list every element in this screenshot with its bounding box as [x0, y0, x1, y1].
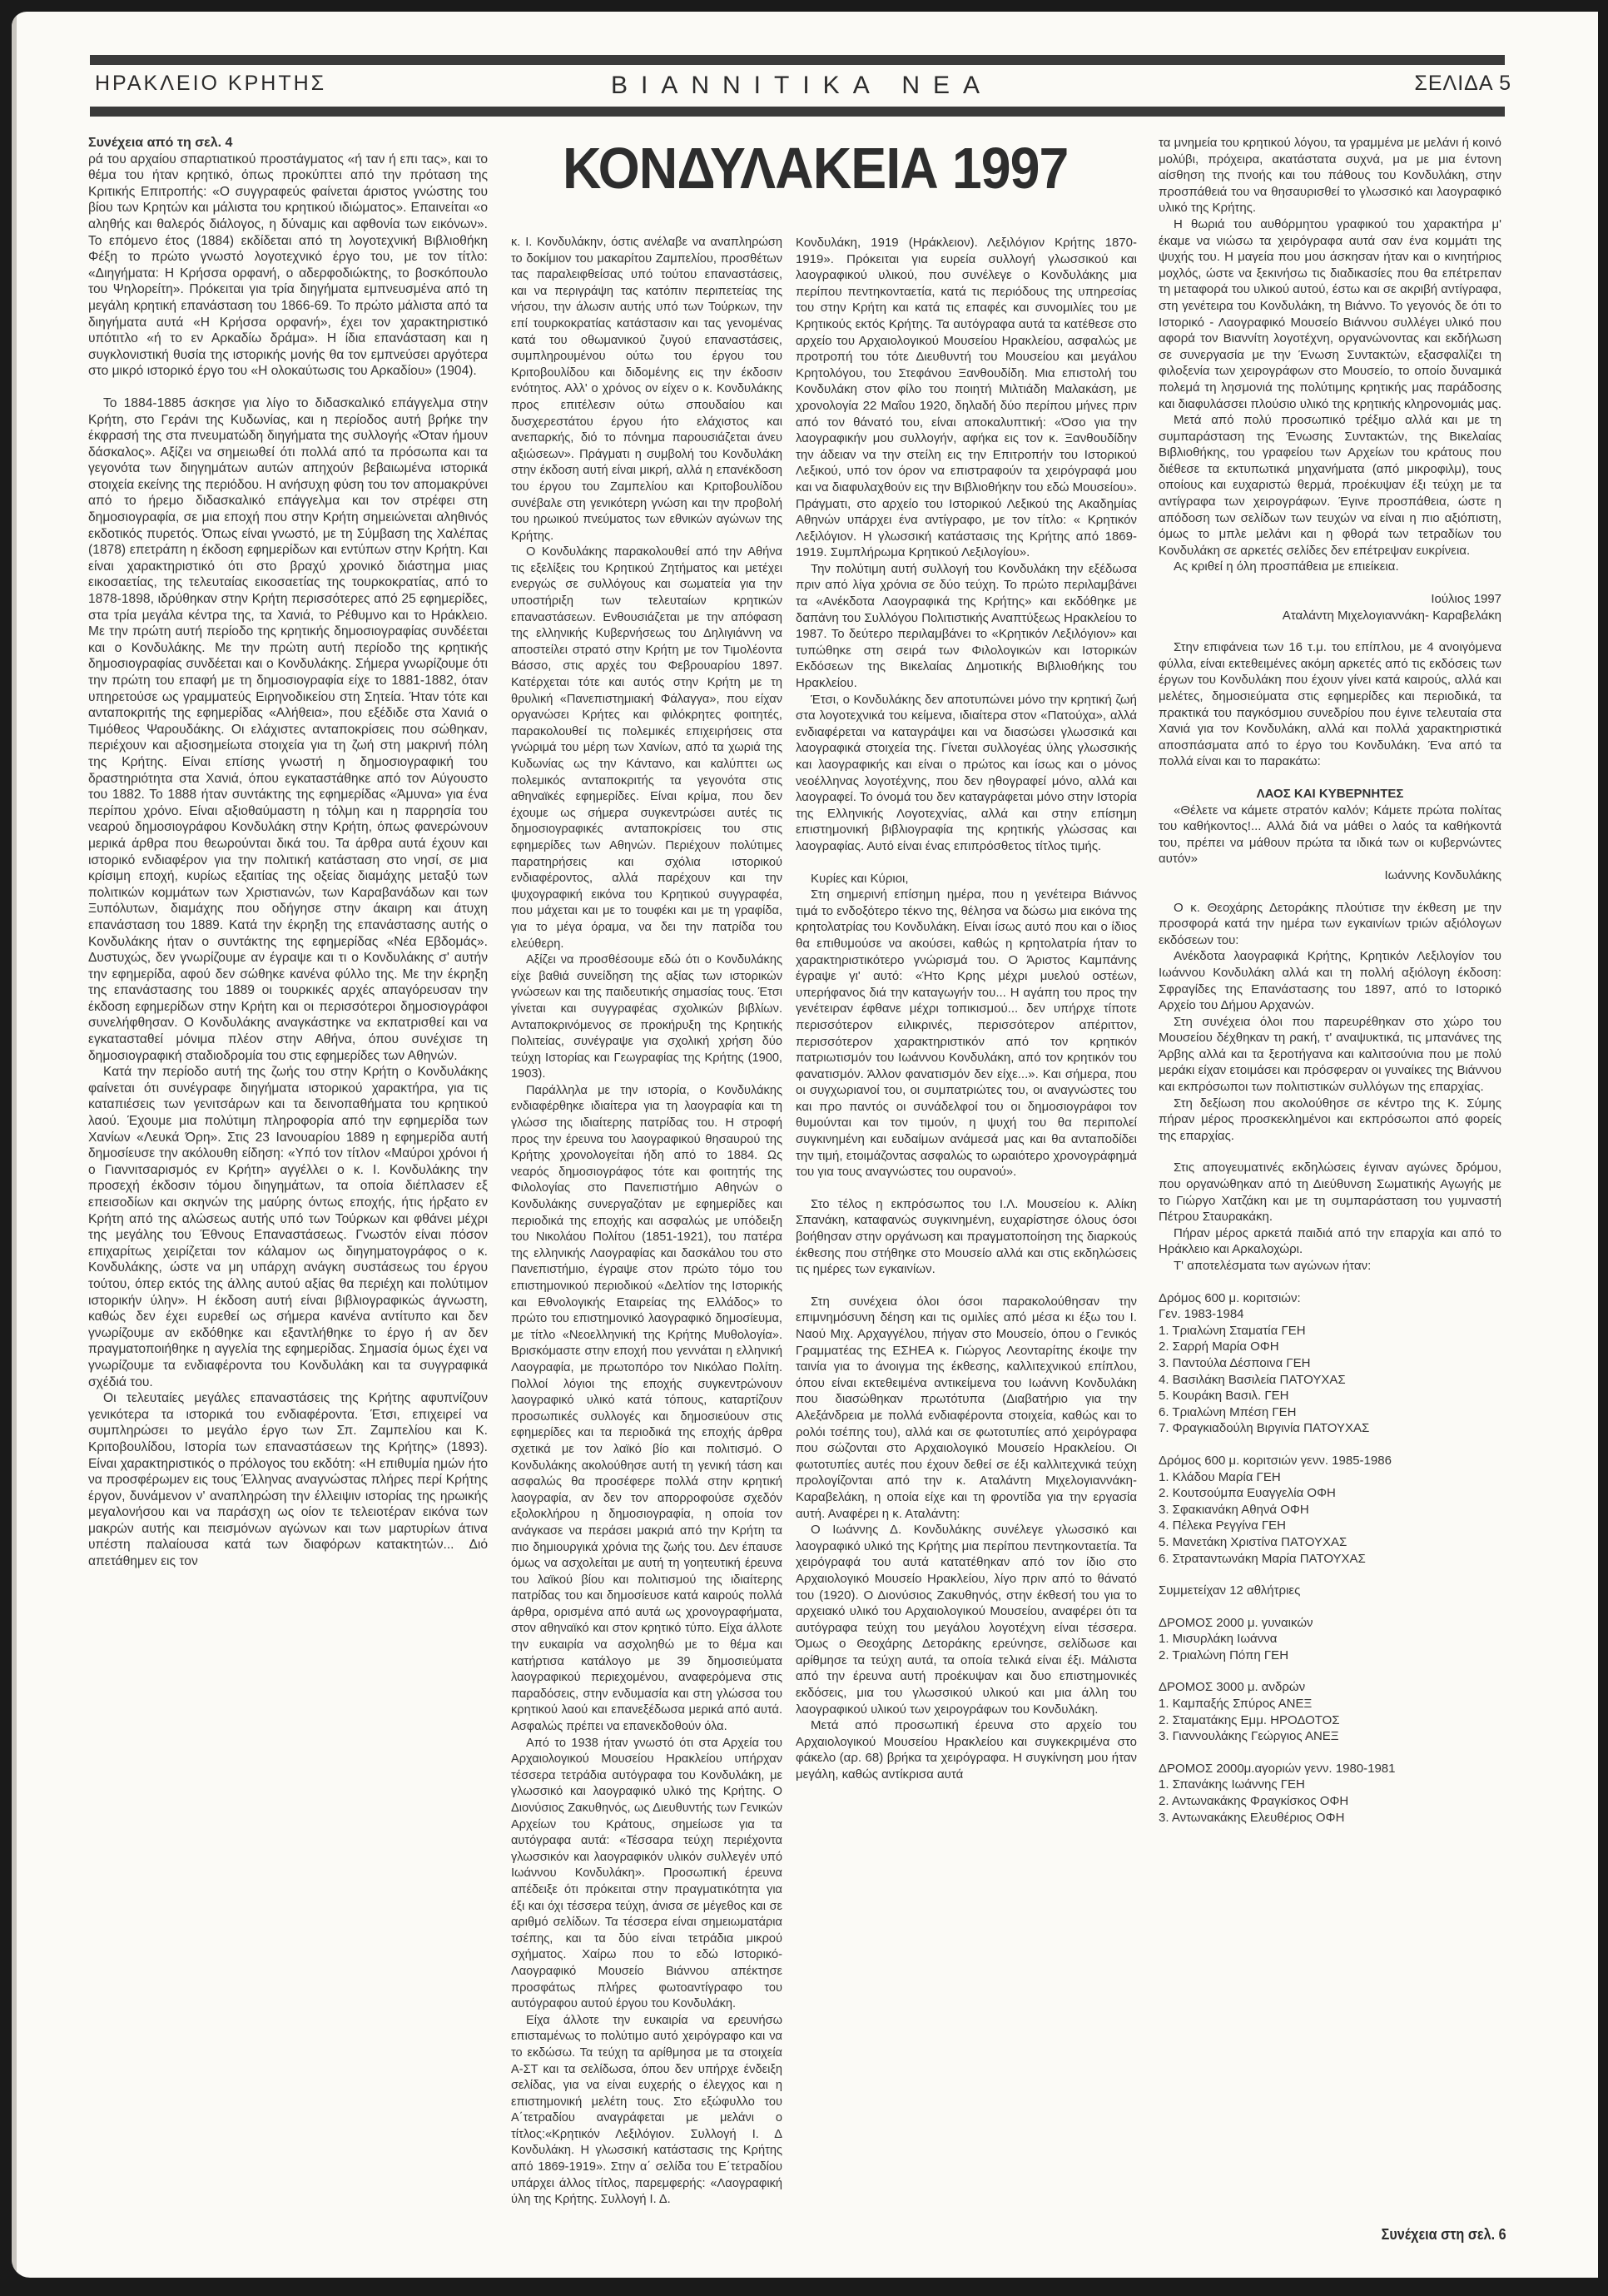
column-3 [796, 235, 1137, 1783]
result-entry: 1. Καμπαξής Σπύρος ΑΝΕΞ [1159, 1697, 1313, 1712]
result-group [1159, 1583, 1501, 1615]
result-entry: 2. Αντωνακάκης Φραγκίσκος ΟΦΗ [1159, 1794, 1349, 1809]
result-entry: 4. Πέλεκα Ρεγγίνα ΓΕΗ [1159, 1518, 1287, 1533]
result-group-heading: ΔΡΟΜΟΣ 3000 μ. ανδρών [1159, 1680, 1306, 1695]
result-entry: 4. Βασιλάκη Βασιλεία ΠΑΤΟΥΧΑΣ [1159, 1372, 1346, 1387]
paragraph: Την πολύτιμη αυτή συλλογή του Κονδυλάκη την εξέδωσα πριν από λίγα χρόνια σε δύο τεύχη. Το πρώτο περιλαμβάνει τα «Ανέκδοτα Λαογραφικά της Κρήτης» και εκδόθηκε με δαπάνη του Συλλόγου Πολιτιστικής Αναπτύξεως Ηρακλείου το 1987. Το δεύτερο περιλαμβάνει το «Κρητικόν Λεξιλόγιον» και τυπώθηκε στη σειρά των Φιλολογικών και Ιστορικών Εκδόσεων της Βικελαίας Δημοτικής Βιβλιοθήκης του Ηρακλείου. [796, 561, 1137, 691]
column-4 [1159, 135, 1501, 1826]
result-entry: 1. Σπανάκης Ιωάννης ΓΕΗ [1159, 1777, 1305, 1792]
result-group [1159, 1761, 1501, 1826]
paragraph: Ο Κονδυλάκης παρακολουθεί από την Αθήνα τις εξελίξεις του Κρητικού Ζητήματος και μετέχει ενεργώς σε συλλόγους και σωματεία για την υποστήριξη των τελευταίων κρητικών επαναστάσεων. Ενθουσιάζεται με την απόφαση της ελληνικής Κυβερνήσεως του Δηλιγιάννη να αποστείλει στρατό στην Κρήτη με τον Τιμολέοντα Βάσσο, στις αρχές του Φεβρουαρίου 1897. Κατέρχεται τότε και αυτός στην Κρήτη με τη θρυλική «Πανεπιστημιακή Φάλαγγα», που είχαν οργανώσει Κρήτες και φιλόκρητες φοιτητές, παρακολουθεί τις πολεμικές επιχειρήσεις στα γνώριμά του μέρη των Χανίων, από τα χωριά της Κυδωνίας ως την Κάντανο, και καλύπτει ως πολεμικός ανταποκριτής τα γεγονότα στις αθηναϊκές εφημερίδες. Είναι κρίμα, που δεν έχουμε ως σήμερα συγκεντρώσει αυτές τις δημοσιογραφικές ανταποκρίσεις του στις εφημερίδες των Αθηνών. Περιέχουν πολύτιμες παρατηρήσεις και σχόλια ιστορικού ενδιαφέροντος, αλλά παρέχουν και την ψυχογραφική εικόνα του Κρητικού συγγραφέα, που μάχεται και με το τουφέκι και με τη γραφίδα, για το μέγα όραμα, να δει την πατρίδα του ελεύθερη. [511, 545, 782, 951]
result-group-heading: Γεν. 1983-1984 [1159, 1307, 1244, 1322]
continued-to-label: Συνέχεια στη σελ. 6 [1382, 2226, 1506, 2243]
paragraph: Ας κριθεί η όλη προσπάθεια με επιείκεια. [1174, 559, 1399, 574]
result-group-heading: ΔΡΟΜΟΣ 2000 μ. γυναικών [1159, 1615, 1313, 1630]
result-group-heading: ΔΡΟΜΟΣ 2000μ.αγοριών γενν. 1980-1981 [1159, 1761, 1396, 1776]
result-group [1159, 1679, 1501, 1760]
masthead-bottom-rule [90, 107, 1505, 117]
quote-author: Ιωάννης Κονδυλάκης [1384, 867, 1501, 882]
paragraph: Κονδυλάκη, 1919 (Ηράκλειον). Λεξιλόγιον Κρήτης 1870-1919». Πρόκειται για ευρεία συλλογή γλωσσικού και λαογραφικού υλικού, που συνέλεγε ο Κονδυλάκης μια περίπου πεντηκονταετία, κατά τις περιόδους της υπηρεσίας του στην Κρήτη και κατά τις επαφές και συνομιλίες του με Κρητικούς εκτός Κρήτης. Τα αυτόγραφα αυτά τα κατέθεσε στο αρχείο του Αρχαιολογικού Μουσείου Ηρακλείου, ασφαλώς με προτροπή του τότε Διευθυντή του Μουσείου και μεγάλου Κρητολόγου, του Στεφάνου Ξανθουδίδη. Μια επιστολή του Κονδυλάκη στον φίλο του ποιητή Μιλτιάδη Μαλακάση, με χρονολογία 22 Μαΐου 1920, δηλαδή δύο περίπου μήνες πριν από τον θάνατό του, είναι αποκαλυπτική: «Όσο για την λαογραφικήν μου συλλογήν, αφήκα εις τον κ. Ξανθουδίδην την άδειαν να την στείλη εις την Επιτροπήν του Ιστορικού Λεξικού, υπό τον όρον να επιστραφούν τα χειρόγραφά μου και να διαφυλαχθούν εις την Βιβλιοθήκην του εδώ Μουσείου». Πράγματι, στο αρχείο του Ιστορικού Λεξικού της Ακαδημίας Αθηνών υπάρχει ένα αντίγραφο, με τον τίτλο: « Κρητικόν Λεξιλόγιον. Η γλωσσική κατάστασις της Κρήτης από 1869-1919. Συμπλήρωμα Κρητικού Λεξιλογίου». [796, 236, 1137, 560]
masthead-top-rule [90, 55, 1505, 65]
result-entry: 7. Φραγκιαδούλη Βιργινία ΠΑΤΟΥΧΑΣ [1159, 1421, 1370, 1436]
paragraph: τα μνημεία του κρητικού λόγου, τα γραμμένα με μελάνι ή κοινό μολύβι, πρόχειρα, ακατάστατα συχνά, μα με μια έντονη αίσθηση της πνοής και του πάθους του Κονδυλάκη, στην προσπάθειά του να θησαυρισθεί το γλωσσικό και λαογραφικό υλικό της Κρήτης. [1159, 136, 1501, 216]
paragraph: Έτσι, ο Κονδυλάκης δεν αποτυπώνει μόνο την κρητική ζωή στα λογοτεχνικά του κείμενα, ιδιαίτερα στον «Πατούχα», αλλά ενδιαφέρεται να καταγράψει και να διασώσει γλωσσικά και λαογραφικά στοιχεία της. Γίνεται συλλογέας ύλης γλωσσικής και λαογραφικής και είναι ο πρώτος και ίσως και ο μόνος νεοέλληνας λογοτέχνης, που δεν ηθογραφεί μόνο, αλλά και λαογραφεί. Το όνομά του δεν καταγράφεται μόνο στην Ιστορία της Ελληνικής Λογοτεχνίας, αλλά και στην επίσημη επιστημονική βιβλιογραφία της κρητικής γλώσσας και λαογραφίας. Αυτό είναι ένας επιπρόσθετος τίτλος τιμής. [796, 692, 1137, 853]
column-1 [88, 135, 488, 1570]
result-group-heading: Δρόμος 600 μ. κοριτσιών γενν. 1985-1986 [1159, 1453, 1392, 1468]
paragraph: Είχα άλλοτε την ευκαιρία να ερευνήσω επισταμένως το πολύτιμο αυτό χειρόγραφο και να το εκδώσω. Τα τεύχη τα αρίθμησα με τα στοιχεία Α-ΣΤ και τα σελίδωσα, όπου δεν υπήρχε ένδειξη σελίδας, για να είναι ευχερής ο έλεγχος και η επιστημονική μελέτη τους. Στο εξώφυλλο του Α΄τετραδίου αναγράφεται με μελάνι ο τίτλος:«Κρητικόν Λεξιλόγιον. Συλλογή Ι. Δ Κονδυλάκη. Η γλωσσική κατάστασις της Κρήτης από 1869-1919». Στην α΄ σελίδα του Ε΄τετραδίου υπάρχει άλλος τίτλος, παρεμφερής: «Λαογραφική ύλη της Κρήτης. Συλλογή Ι. Δ. [511, 2013, 782, 2207]
result-entry: 6. Τριαλώνη Μπέση ΓΕΗ [1159, 1404, 1297, 1419]
signature-name: Αταλάντη Μιχελογιαννάκη- Καραβελάκη [1282, 608, 1501, 623]
paragraph: Οι τελευταίες μεγάλες επαναστάσεις της Κρήτης αφυπνίζουν γενικότερα τα ιστορικά του ενδιαφέροντα. Έτσι, επιχειρεί να συμπληρώσει το μεγάλο έργο των Σπ. Ζαμπελίου και Κ. Κριτοβουλίδου, Ιστορία των επαναστάσεων της Κρήτης» (1893). Είναι χαρακτηριστικός ο πρόλογος του εκδότη: «Η επιθυμία ημών ήτο να προσφέρωμεν εις τους Έλληνας αναγνώστας πλήρες περί Κρήτης έργον, δυνάμενον ν' αναπληρώση την έλλειψιν ιστορίας της ηρωικής μεγαλονήσου και να παράσχη ως οίον τε τελειοτέραν εικόνα των μακρών αυτής και πεισμόνων αγώνων και των μαρτυρίων άτινα υπέστη παλαίουσα κατά των διαφόρων κατακτητών... Διό απετάθημεν εις τον [88, 1391, 488, 1569]
paragraph: Στο τέλος η εκπρόσωπος του Ι.Λ. Μουσείου κ. Αλίκη Σπανάκη, καταφανώς συγκινημένη, ευχαρίστησε όλους όσοι βοήθησαν στην οργάνωση και πραγματοποίηση της διαρκούς έκθεσης που στήθηκε στο Μουσείο αλλά και στις εκδηλώσεις τις ημέρες των εγκαινίων. [796, 1196, 1137, 1277]
paragraph: Τ' αποτελέσματα των αγώνων ήταν: [1174, 1259, 1372, 1273]
paragraph: Στη συνέχεια όλοι που παρευρέθηκαν στο χώρο του Μουσείου δέχθηκαν τη ρακή, τ' αναψυκτικά, τις μπανάνες της Άρβης αλλά και τα ξεροτήγανα και καλιτσούνια που με πολύ μεράκι είχαν ετοιμάσει και πρόσφεραν οι γυναίκες της Βιάννου και εκπρόσωποι των πολιτιστικών συλλόγων της επαρχίας. [1159, 1014, 1501, 1095]
result-entry: 1. Τριαλώνη Σταματία ΓΕΗ [1159, 1323, 1306, 1338]
paragraph: Η θωριά του αυθόρμητου γραφικού του χαρακτήρα μ' έκαμε να νιώσω τα χειρόγραφα αυτά σαν ένα κομμάτι της ψυχής του. Η μαγεία που μου άσκησαν ήταν και ο κινητήριος μοχλός, ώστε να ξεκινήσω τις διαδικασίες που θα επέτρεπαν τη μεταφορά του υλικού αυτού, έστω και σε ακριβή αντίγραφα, στη γενέτειρα του Κονδυλάκη, τη Βιάννο. Το γεγονός δε ότι το Ιστορικό - Λαογραφικό Μουσείο Βιάννου συλλέγει υλικό που αφορά τον Βιαννίτη λογοτέχνη, οργανώνοντας και εκδήλωση σε συνεργασία με την Ένωση Συντακτών, εξασφαλίζει τη φιλοξενία των χειρογράφων στο Μουσείο, το οποίο δυναμικά πολεμά τη λησμονιά της πολύτιμης κρητικής μας παράδοσης και διαφυλάσσει πλούσιο υλικό της κρητικής κληρονομιάς μας. [1159, 216, 1501, 411]
paragraph: Ο κ. Θεοχάρης Δετοράκης πλούτισε την έκθεση με την προσφορά κατά την ημέρα των εγκαινίων τριών αξιόλογων εκδόσεων του: [1159, 900, 1501, 947]
result-entry: 1. Μισυρλάκη Ιωάννα [1159, 1632, 1278, 1647]
result-entry: 3. Παντούλα Δέσποινα ΓΕΗ [1159, 1355, 1311, 1370]
paragraph: Στη συνέχεια όλοι όσοι παρακολούθησαν την επιμνημόσυνη δέηση και τις ομιλίες από μέσα κι έξω του Ι. Ναού Μιχ. Αρχαγγέλου, πήγαν στο Μουσείο, όπου ο Γενικός Γραμματέας της ΕΣΗΕΑ κ. Γιώργος Λεονταρίτης έκοψε την ταινία για το άνοιγμα της έκθεσης, καλλιτεχνικού επίπλου, όπου είναι εκτεθειμένα αντικείμενα του Ιωάννη Κονδυλάκη που διασώθηκαν πρωτότυπα (Διαβατήριο για την Αλεξάνδρεια με πολλά ενδιαφέροντα στοιχεία, καθώς και το ρολόι τσέπης του), αλλά και σε φωτοτυπίες από χειρόγραφα που σώζονται στο Αρχαιολογικό Μουσείο Ηρακλείου. Οι φωτοτυπίες αυτές που έχουν δεθεί σε έξι καλλιτεχνικά τεύχη προλογίζονται από την κ. Αταλάντη Μιχελογιαννάκη- Καραβελάκη, η οποία είχε και τη φροντίδα για την εργασία αυτή. Αναφέρει η κ. Αταλάντη: [796, 1294, 1137, 1521]
result-entry: 3. Γιαννουλάκης Γεώργιος ΑΝΕΞ [1159, 1729, 1339, 1744]
masthead-paper-name: ΒΙΑΝΝΙΤΙΚΑ ΝΕΑ [611, 72, 994, 99]
salutation: Κυρίες και Κύριοι, [811, 871, 909, 886]
result-group-heading: Δρόμος 600 μ. κοριτσιών: [1159, 1290, 1301, 1305]
paragraph: Κατά την περίοδο αυτή της ζωής του στην Κρήτη ο Κονδυλάκης φαίνεται ότι συνέγραφε διηγήματα ιστορικού χαρακτήρα, για τις καταπιέσεις των γενιτσάρων και τα δεινοπαθήματα του κρητικού λαού. Έχουμε μια πολύτιμη πληροφορία από την εφημερίδα των Χανίων «Λευκά Όρη». Στις 23 Ιανουαρίου 1889 η εφημερίδα αυτή δημοσίευσε την ακόλουθη είδηση: «Υπό τον τίτλον «Μαύροι χρόνοι ή ο Γιαννιτσαρισμός εν Κρήτη» αγγέλλει ο κ. Ι. Κονδυλάκης την προσεχή έκδοσιν τόμου διηγημάτων, τα οποία διέπλασεν εξ επεισοδίων και σκηνών της μαύρης όντως εποχής, ήτις ήρξατο εν Κρήτη από της αλώσεως αυτής υπό των Τούρκων και φθάνει μέχρι της μεγάλης του Έθνους Επαναστάσεως. Γνωστόν είναι πόσον επιχαρίτως χειρίζεται τον κάλαμον ως διηγηματογράφος ο κ. Κονδυλάκης, ώστε να μη υπάρχη ανάγκη συστάσεως του έργου τούτου, όπερ εκτός της άλλης αυτού αξίας θα περιέχη και πολύτιμον ιστορικήν ύλην». Η έκδοση αυτή είναι βιβλιογραφικώς άγνωστη, καθώς δεν έχει ευρεθεί ως σήμερα κανένα αντίτυπο και δεν γνωρίζουμε αν εκδόθηκε και εξαντλήθηκε το έργο ή αν δεν πραγματοποιήθηκε η αγγελία της εφημερίδας. Σημασία όμως έχει να γνωρίζουμε τα ενδιαφέροντα του Κονδυλάκη και τα συγγραφικά σχέδιά του. [88, 1065, 488, 1389]
column-2 [511, 235, 782, 2209]
paragraph: Το 1884-1885 άσκησε για λίγο το διδασκαλικό επάγγελμα στην Κρήτη, στο Γεράνι της Κυδωνίας, και η περίοδος αυτή βρήκε την έκφρασή της στα πνευματώδη διηγήματα της συλλογής «Όταν ήμουν δάσκαλος». Αξίζει να σημειωθεί ότι πολλά από τα πρόσωπα και τα γεγονότα των διηγημάτων αυτών απηχούν βεβαιωμένα ιστορικά στοιχεία εκείνης της περιόδου. Η ανήσυχη φύση του τον απομακρύνει από το ήρεμο διδασκαλικό επάγγελμα και τον στρέφει στη δημοσιογραφία, σε μια εποχή που στην Κρήτη σημειώνεται αληθινός εκδοτικός πυρετός. Όπως είναι γνωστό, με τη Σύμβαση της Χαλέπας (1878) επετράπη η έκδοση εφημερίδων και εντύπων στην Κρήτη. Και είναι χαρακτηριστικό ότι στο βραχύ χρονικό διάστημα μιας εικοσαετίας, της τελευταίας εικοσαετίας της τουρκοκρατίας, από το 1878-1898, ιδρύθηκαν στην Κρήτη περισσότερες από 25 εφημερίδες, στα τρία μεγάλα κέντρα της, τα Χανιά, το Ρέθυμνο και το Ηράκλειο. Με την πρώτη αυτή περίοδο της κρητικής δημοσιογραφίας συνδέεται και ο Κονδυλάκης. Με την πρώτη αυτή περίοδο της κρητικής δημοσιογραφίας συνδέεται και ο Κονδυλάκης. Σήμερα γνωρίζουμε ότι την πρώτη του επαφή με τη δημοσιογραφία είχε το 1881-1882, όταν υπηρετούσε ως γραμματεύς Ειρηνοδικείου στη Σητεία. Ήταν τότε και ανταποκριτής της εφημερίδας «Αλήθεια», που εξέδιδε στα Χανιά ο Τιμόθεος Ψαρουδάκης. Οι ελάχιστες ανταποκρίσεις που σώθηκαν, περιέχουν και αξιοσημείωτα στοιχεία για τη ζωή στη μακρινή πόλη της Κρήτης. Είναι επίσης γνωστή η δημοσιογραφική του δραστηριότητα στα Χανιά, όπου εγκαταστάθηκε από τον Αύγουστο του 1882. Το 1888 ήταν συντάκτης της εφημερίδας «Άμυνα» για ένα περίπου χρόνο. Είναι αξιοθαύμαστη η τόλμη και η παρρησία του νεαρού δημοσιογράφου Κονδυλάκη στην Κρήτη, όπως φανερώνουν μερικά άρθρα που θεωρούνται δικά του. Τα άρθρα αυτά έχουν και ιστορικό ενδιαφέρον για την πολιτική κατάσταση στο νησί, σε μια κρίσιμη εποχή, κυρίως εξαιτίας της οξείας διαμάχης μεταξύ των πολιτικών κομμάτων των Χριστιανών, των Καραβανάδων και των Ξυπόλυτων, διαμάχης που οδήγησε στην άκαιρη και άτυχη επανάσταση του 1889. Κατά την έκρηξη της επανάστασης αυτής ο Κονδυλάκης ήταν ο συντάκτης της εφημερίδας «Νέα Εβδομάς». Δυστυχώς, δεν γνωρίζουμε αν έγραψε και τι ο Κονδυλάκης σ' αυτήν την εφημερίδα, αφού δεν σώθηκε κανένα φύλλο της. Με την έκρηξη της επανάστασης του 1889 οι τουρκικές αρχές απαγόρευσαν την έκδοση εφημερίδων στην Κρήτη και οι περισσότεροι δημοσιογράφοι συνελήφθησαν. Ο Κονδυλάκης αναγκάστηκε να εκπατρισθεί και να εγκατασταθεί μόνιμα πλέον στην Αθήνα, όπου συνέχισε τη δημοσιογραφική σταδιοδρομία του στις εφημερίδες των Αθηνών. [88, 395, 488, 1063]
result-list [1159, 1631, 1501, 1663]
paragraph: Από το 1938 ήταν γνωστό ότι στα Αρχεία του Αρχαιολογικού Μουσείου Ηρακλείου υπήρχαν τέσσερα τετράδια αυτόγραφα του Κονδυλάκη, με γλωσσικό και λαογραφικό υλικό της Κρήτης. Ο Διονύσιος Ζακυθηνός, ως Διευθυντής των Γενικών Αρχείων του Κράτους, σημείωσε για τα αυτόγραφα αυτά: «Τέσσαρα τεύχη περιέχοντα γλωσσικόν και λαογραφικόν υλικόν συλλεγέν υπό Ιωάννου Κονδυλάκη». Προσωπική έρευνα απέδειξε ότι πρόκειται στην πραγματικότητα για έξι και όχι τέσσερα τεύχη, άνισα σε μέγεθος και σε αριθμό σελίδων. Τα τέσσερα είναι σημειωματάρια τσέπης, και τα δύο είναι τετράδια μικρού σχήματος. Χαίρω που το εδώ Ιστορικό- Λαογραφικό Μουσείο Βιάννου απέκτησε προσφάτως πλήρες φωτοαντίγραφο του αυτόγραφου αυτού έργου του Κονδυλάκη. [511, 1736, 782, 2011]
result-entry: 6. Στραταντωνάκη Μαρία ΠΑΤΟΥΧΑΣ [1159, 1551, 1366, 1566]
newspaper-page [12, 12, 1598, 2278]
result-entry: 3. Αντωνακάκης Ελευθέριος ΟΦΗ [1159, 1810, 1345, 1825]
race-results [1159, 1290, 1501, 1826]
paragraph: κ. Ι. Κονδυλάκην, όστις ανέλαβε να αναπληρώση το δοκίμιον του μακαρίτου Ζαμπελίου, προσθέτων τας παραλειφθείσας υπό τούτου επαναστάσεις, και να περιγράψη τας κατόπιν περιπετείας της νήσου, την άλωσιν αυτής υπό των Τούρκων, την επί τουρκοκρατίας κατάστασιν και τας γενομένας κατά του οθωμανικού ζυγού επαναστάσεις, συμπληρουμένου ούτω του έργου του Κριτοβουλίδου και διδομένης εις την έκδοσιν ενότητος. Αλλ' ο χρόνος ον είχεν ο κ. Κονδυλάκης προς επιτέλεσιν ούτω σπουδαίου και δυσχερεστάτου έργου ήτο ελάχιστος και ανεπαρκής, διό το πόνημα παρουσιάζεται άνευ αξιώσεων». Πράγματι η συμβολή του Κονδυλάκη στην έκδοση αυτή είναι μικρή, αλλά η επανέκδοση του έργου του Ζαμπελίου και Κριτοβουλίδου συνέβαλε στη γενικότερη γνώση και την προβολή του ηρωικού πνεύματος των εθνικών αγώνων της Κρήτης. [511, 236, 782, 543]
binding-edge [12, 12, 17, 2278]
result-entry: 2. Σταματάκης Εμμ. ΗΡΟΔΟΤΟΣ [1159, 1712, 1340, 1727]
article-title: ΚΟΝΔΥΛΑΚΕΙΑ 1997 [563, 136, 1069, 201]
quote-text: «Θέλετε να κάμετε στρατόν καλόν; Κάμετε πρώτα πολίτας του καθήκοντος!... Αλλά διά να μάθει ο λαός τα καθήκοντά του, πρέπει να μάθουν πρώτα τα ιδικά των οι κυβερνώντες αυτόν» [1159, 803, 1501, 867]
result-entry: 2. Σαρρή Μαρία ΟΦΗ [1159, 1339, 1279, 1354]
result-group [1159, 1290, 1501, 1453]
result-group [1159, 1615, 1501, 1680]
paragraph: Μετά από προσωπική έρευνα στο αρχείο του Αρχαιολογικού Μουσείου Ηρακλείου και συγκεκριμένα στο φάκελο (αρ. 68) βρήκα τα χειρόγραφα. Η συγκίνηση μου ήταν μεγάλη, καθώς αντίκρισα αυτά [796, 1718, 1137, 1782]
result-entry: 5. Κουράκη Βασιλ. ΓΕΗ [1159, 1389, 1289, 1404]
paragraph: Στην επιφάνεια των 16 τ.μ. του επίπλου, με 4 ανοιγόμενα φύλλα, είναι εκτεθειμένες ακόμη αρκετές από τις εκδόσεις των έργων του Κονδυλάκη που έχουν γίνει κατά καιρούς, αλλά και μελέτες, δημοσιεύματα στις εφημερίδες και περιοδικά, τα πρακτικά του παγκόσμιου συνεδρίου που έγινε τελευταία στα Χανιά για τον Κονδυλάκη, αλλά και πολλά χαρακτηριστικά αποσπάσματα από το έργο του Κονδυλάκη. Ένα από τα πολλά είναι και το παρακάτω: [1159, 640, 1501, 769]
result-entry: 2. Κουτσούμπα Ευαγγελία ΟΦΗ [1159, 1486, 1336, 1501]
paragraph: Ανέκδοτα λαογραφικά Κρήτης, Κρητικόν Λεξιλογίον του Ιωάννου Κονδυλάκη αλλά και τη πολλή αξιόλογη έκδοση: Σφραγίδες της Επανάστασης του 1897, από το Ιστορικό Αρχείο του Δήμου Αρχανών. [1159, 949, 1501, 1013]
paragraph: ρά του αρχαίου σπαρτιατικού προστάγματος «ή ταν ή επι τας», και το θέμα του ήταν κρητικό, όπως προκύπτει από την πρόταση της Κριτικής Επιτροπής: «Ο συγγραφεύς φαίνεται άριστος γνώστης του βίου των Κρητών και μάλιστα του κρητικού ιδιώματος». Επαινείται «ο αληθής και θαλερός διάλογος, η δύναμις και αφθονία των εικόνων». Το επόμενο έτος (1884) εκδίδεται από τη λογοτεχνική Βιβλιοθήκη Φέξη το πρώτο γνωστό λογοτεχνικό έργο του, με τον τίτλο: «Διηγήματα: Η Κρήσσα ορφανή, ο αδερφοδιώκτης, το βοσκόπουλο του Ψηλορείτη». Πρόκειται για τρία διηγήματα εμπνευσμένα από τη μεγάλη κρητική επανάσταση του 1866-69. Το πρώτο μάλιστα από τα διηγήματα αυτά «Η Κρήσσα ορφανή», έχει τον χαρακτηριστικό υπότιτλο «ή το εν Αρκαδίω δράμα». Η ίδια επανάσταση και η συγκλονιστική θυσία της ιστορικής μονής θα τον εμπνεύσει αργότερα στο μικρό ιστορικό έργο του «Η ολοκαύτωσις του Αρκαδίου» (1904). [88, 152, 488, 379]
signature-date: Ιούλιος 1997 [1431, 592, 1501, 607]
result-entry: 5. Μανετάκη Χριστίνα ΠΑΤΟΥΧΑΣ [1159, 1534, 1347, 1549]
result-entry: 3. Σφακιανάκη Αθηνά ΟΦΗ [1159, 1502, 1309, 1517]
paragraph: Αξίζει να προσθέσουμε εδώ ότι ο Κονδυλάκης είχε βαθιά συνείδηση της αξίας των ιστορικών γνώσεων και της παιδευτικής σημασίας τους. Έτσι γίνεται και συγγραφέας σχολικών βιβλίων. Ανταποκρινόμενος σε προκήρυξη της Κρητικής Πολιτείας, συνέγραψε για σχολική χρήση δύο τεύχη Ιστορίας και Γεωγραφίας της Κρήτης (1900, 1903). [511, 953, 782, 1081]
result-list [1159, 1696, 1501, 1745]
result-group [1159, 1453, 1501, 1583]
paragraph: Στις απογευματινές εκδηλώσεις έγιναν αγώνες δρόμου, που οργανώθηκαν από τη Διεύθυνση Σωματικής Αγωγής με το Γιώργο Χατζάκη και με τη συμπαράσταση του γυμναστή Πέτρου Σταυρακάκη. [1159, 1160, 1501, 1225]
paragraph: Μετά από πολύ προσωπικό τρέξιμο αλλά και με τη συμπαράσταση της Ένωσης Συντακτών, της Βικελαίας Βιβλιοθήκης, του γραφείου των Αρχείων του κράτους που διέθεσε τα εκτυπωτικά μηχανήματα (από μικροφιλμ), τους οποίους και ευχαριστώ θερμά, προέκυψαν έξι τεύχη με τα αντίγραφα των χειρογράφων. Έγινε προσπάθεια, ώστε η απόδοση των σελίδων των τευχών να είναι η πιο αξιόπιστη, όμως το μπλε μελάνι και η φθορά των τετραδίων του Κονδυλάκη σε αρκετές σελίδες δεν επέτρεψαν ευκρίνεια. [1159, 413, 1501, 558]
paragraph: Παράλληλα με την ιστορία, ο Κονδυλάκης ενδιαφέρθηκε ιδιαίτερα για τη λαογραφία και τη γλώσσ της ιδιαίτερης πατρίδας του. Η στροφή προς την έρευνα του λαογραφικού θησαυρού της Κρήτης χρονολογείται ήδη από το 1884. Ως νεαρός δημοσιογράφος τότε και φοιτητής της Φιλολογίας στο Πανεπιστήμιο Αθηνών ο Κονδυλάκης συνεργαζόταν με εφημερίδες και περιοδικά της εποχής και ασφαλώς με υπόδειξη του Νικολάου Πολίτου (1851-1921), του πατέρα της ελληνικής Λαογραφίας και δασκάλου του στο Πανεπιστήμιο, έγραψε στον πρώτο τόμο του επιστημονικού περιοδικού «Δελτίον της Ιστορικής και Εθνολογικής Εταιρείας της Ελλάδος» το πρώτο του επιστημονικό λαογραφικό δημοσίευμα, με τίτλο «Νεοελληνική της Κρήτης Μυθολογία». Βρισκόμαστε στην εποχή που γεννάται η ελληνική Λαογραφία, με πρωτοπόρο τον Νικόλαο Πολίτη. Πολλοί λόγιοι της εποχής συγκεντρώνουν λαογραφικό υλικό κατά τόπους, καταρτίζουν προσωπικές συλλογές και δημοσιεύουν στις εφημερίδες και τα περιοδικά της εποχής άρθρα σχετικά με τον λαϊκό βίο και πολιτισμό. Ο Κονδυλάκης ακολούθησε αυτή τη γενική τάση και ασφαλώς θα προσέφερε πολλά στην κρητική λαογραφία, αν δεν τον απορροφούσε σχεδόν εξολοκλήρου η δημοσιογραφία, η οποία τον ανάγκασε να περάσει μακριά από την Κρήτη τα πιο δημιουργικά χρόνια της ζωής του. Δεν έπαυσε όμως να ασχολείται με αυτή τη γοητευτική έρευνα του λαϊκού βίου και πολιτισμού της ιδιαίτερης πατρίδας του και δημοσίευσε κατά καιρούς πολλά άρθρα, ορισμένα από αυτά ως χρονογραφήματα, στον αθηναϊκό και στον κρητικό τύπο. Είχα άλλοτε την ευκαιρία να ασχοληθώ με το θέμα και κατήρτισα κατάλογο με 39 δημοσιεύματα λαογραφικού περιεχομένου, αναφερόμενα στις παραδόσεις, στην ενδυμασία και στη γλώσσα του κρητικού λαού και επανεξέδωσα μερικά από αυτά. Ασφαλώς πρέπει να επανεκδοθούν όλα. [511, 1083, 782, 1734]
result-group-heading: Συμμετείχαν 12 αθλήτριες [1159, 1583, 1301, 1598]
result-entry: 1. Κλάδου Μαρία ΓΕΗ [1159, 1469, 1281, 1484]
paragraph: Στη σημερινή επίσημη ημέρα, που η γενέτειρα Βιάννος τιμά το ενδοξότερο τέκνο της, θέλησα να δώσω μια εικόνα της κρητολατρίας του Κονδυλάκη. Είναι ίσως αυτό που και ο ίδιος θα επιθυμούσε να ακούσει, καθώς η κρητολατρία ήταν το χαρακτηριστικότερο γνώρισμά του. Ο Άριστος Καμπάνης έγραψε γι' αυτό: «Ήτο Κρης μέχρι μυελού οστέων, υπερήφανος διά την καταγωγήν του... Η αγάπη του προς την γενέτειραν έφθανε μέχρι τοπικισμού... δεν υπήρχε τίποτε περισσότερον ειλικρινές, περισσότερον απέριττον, περισσότερον χαρακτηριστικόν από τον κρητικόν πατριωτισμόν του Ιωάννου Κονδυλάκη, από τον κρητικόν του φανατισμόν. Άλλον φανατισμόν δεν είχε...». Και σήμερα, που οι συγχωριανοί του, οι συμπατριώτες του, οι αναγνώστες του και προ παντός οι συνάδελφοί του οι δημοσιογράφοι τον θυμούνται και τον τιμούν, η ψυχή του θα περιπολεί συγκινημένη και ευδαίμων ανάμεσά μας και θα ανταποδίδει την τιμή, ετοιμάζοντας ασφαλώς το ωραιότερο χρονογράφημά του για τους αναγνώστες του ουρανού». [796, 887, 1137, 1180]
result-list [1159, 1777, 1501, 1826]
masthead-page-number: ΣΕΛΙΔΑ 5 [1414, 72, 1511, 95]
paragraph: Ο Ιωάννης Δ. Κονδυλάκης συνέλεγε γλωσσικό και λαογραφικό υλικό της Κρήτης μια περίπου πεντηκονταετία. Τα χειρόγραφά του αυτά κατατέθηκαν από τον ίδιο στο Αρχαιολογικό Μουσείο Ηρακλείου, λίγο πριν από το θάνατό του (1920). Ο Διονύσιος Ζακυθηνός, στην έκθεσή του για το αρχειακό υλικό του Αρχαιολογικού Μουσείου, αναφέρει ότι τα αυτόγραφα τεύχη του μεγάλου λογοτέχνη είναι τέσσερα. Όμως ο Θεοχάρης Δετοράκης ερεύνησε, σελίδωσε και αρίθμησε τα τεύχη αυτά, τα οποία τελικά είναι έξι. Μάλιστα από την έρευνα αυτή προέκυψαν και δυο επιστημονικές εκδόσεις, μια του γλωσσικού υλικού και μια άλλη του λαογραφικού υλικού των χειρογράφων του Κονδυλάκη. [796, 1523, 1137, 1717]
result-entry: 2. Τριαλώνη Πόπη ΓΕΗ [1159, 1647, 1289, 1662]
quote-heading: ΛΑΟΣ ΚΑΙ ΚΥΒΕΡΝΗΤΕΣ [1256, 786, 1404, 801]
continued-from-label: Συνέχεια από τη σελ. 4 [88, 136, 233, 150]
result-list [1159, 1469, 1501, 1568]
paragraph: Πήραν μέρος αρκετά παιδιά από την επαρχία και από το Ηράκλειο και Αρκαλοχώρι. [1159, 1225, 1501, 1257]
result-list [1159, 1323, 1501, 1437]
paragraph: Στη δεξίωση που ακολούθησε σε κέντρο της Κ. Σύμης πήραν μέρος προσκεκλημένοι και εκπρόσωποι από φορείς της επαρχίας. [1159, 1096, 1501, 1143]
masthead-location: ΗΡΑΚΛΕΙΟ ΚΡΗΤΗΣ [95, 72, 327, 95]
